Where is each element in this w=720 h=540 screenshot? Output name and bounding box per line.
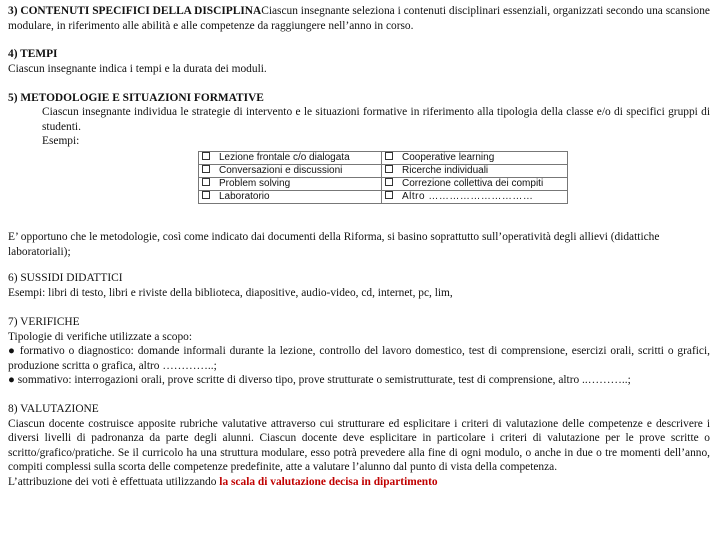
table-row (199, 152, 568, 165)
checkbox-icon (385, 165, 393, 173)
section-4-text: Ciascun insegnante indica i tempi e la durata dei moduli. (8, 62, 267, 75)
methods-note: E’ opportuno che le metodologie, così come indicato dai documenti della Riforma, si basino soprattutto sull’operatività degli allievi (didattiche laboratoriali); (8, 231, 660, 258)
table-cell[interactable]: Lezione frontale c/o dialogata (199, 152, 382, 165)
table-cell[interactable]: Correzione collettiva dei compiti (382, 178, 568, 191)
section-5-text: Ciascun insegnante individua le strategie di intervento e le situazioni formative in riferimento alla tipologia della classe e/o di specifici gruppi di studenti. (42, 106, 710, 133)
section-3-heading: 3) CONTENUTI SPECIFICI DELLA DISCIPLINA (8, 5, 262, 17)
checkbox-icon (202, 191, 210, 199)
evaluation-scale-link: la scala di valutazione decisa in dipartimento (219, 475, 438, 488)
checkbox-icon (202, 165, 210, 173)
table-cell[interactable]: Laboratorio (199, 191, 382, 204)
table-row (199, 191, 568, 204)
examples-label: Esempi: (42, 135, 80, 147)
section-6 (8, 271, 710, 300)
section-6-text: Esempi: libri di testo, libri e riviste della biblioteca, diapositive, audio-video, cd, internet, pc, lim, (8, 286, 453, 299)
section-8 (8, 402, 710, 489)
table-row (199, 165, 568, 178)
table-row (199, 178, 568, 191)
section-4-heading: 4) TEMPI (8, 48, 58, 60)
verification-item-summative: ● sommativo: interrogazioni orali, prove scritte di diverso tipo, prove strutturate o semistrutturate, test di comprensione, altro ..………..; (8, 374, 631, 386)
section-8-heading: 8) VALUTAZIONE (8, 403, 99, 415)
section-6-heading: 6) SUSSIDI DIDATTICI (8, 272, 123, 284)
table-cell[interactable]: Altro ………………………… (382, 191, 568, 204)
checkbox-icon (202, 152, 210, 160)
checkbox-icon (385, 152, 393, 160)
checkbox-icon (385, 178, 393, 186)
section-3-text: Ciascun insegnante seleziona i contenuti disciplinari essenziali, organizzati secondo una scansione modulare, in riferimento alle abilità e alle competenze da raggiungere nell’anno in corso. (8, 5, 710, 32)
section-8-text: Ciascun docente costruisce apposite rubriche valutative attraverso cui strutturare ed esplicitare i criteri di valutazione delle competenze e descrivere i diversi livelli di padronanza da parte degli alunni. Ciascun docente deve esplicitare in particolare i criteri di valutazione per le prove scritte o scritto/grafico/pratiche. Se il curricolo ha una struttura modulare, esso potrà prevedere alla fine di ogni modulo, o anche in due o tre momenti dell’anno, compiti complessi sulla scorta delle competenze predefinite, atte a valutare l’alunno dal punto di vista della competenza. (8, 417, 710, 473)
checkbox-icon (202, 178, 210, 186)
section-5-heading: 5) METODOLOGIE E SITUAZIONI FORMATIVE (8, 92, 264, 104)
methods-table (198, 151, 568, 204)
section-4 (8, 47, 710, 76)
table-cell[interactable]: Cooperative learning (382, 152, 568, 165)
section-3 (8, 4, 710, 33)
checkbox-icon (385, 191, 393, 199)
section-7 (8, 315, 710, 388)
section-7-intro: Tipologie di verifiche utilizzate a scopo: (8, 330, 192, 343)
table-cell[interactable]: Ricerche individuali (382, 165, 568, 178)
section-7-heading: 7) VERIFICHE (8, 316, 80, 328)
table-cell[interactable]: Problem solving (199, 178, 382, 191)
table-cell[interactable]: Conversazioni e discussioni (199, 165, 382, 178)
verification-item-formative: ● formativo o diagnostico: domande informali durante la lezione, controllo del lavoro domestico, test di comprensione, esercizi orali, scritti o grafici, produzione scritta o grafica, altro …………..; (8, 345, 710, 372)
section-8-last-line: L’attribuzione dei voti è effettuata utilizzando la scala di valutazione decisa in dipartimento (8, 475, 438, 488)
